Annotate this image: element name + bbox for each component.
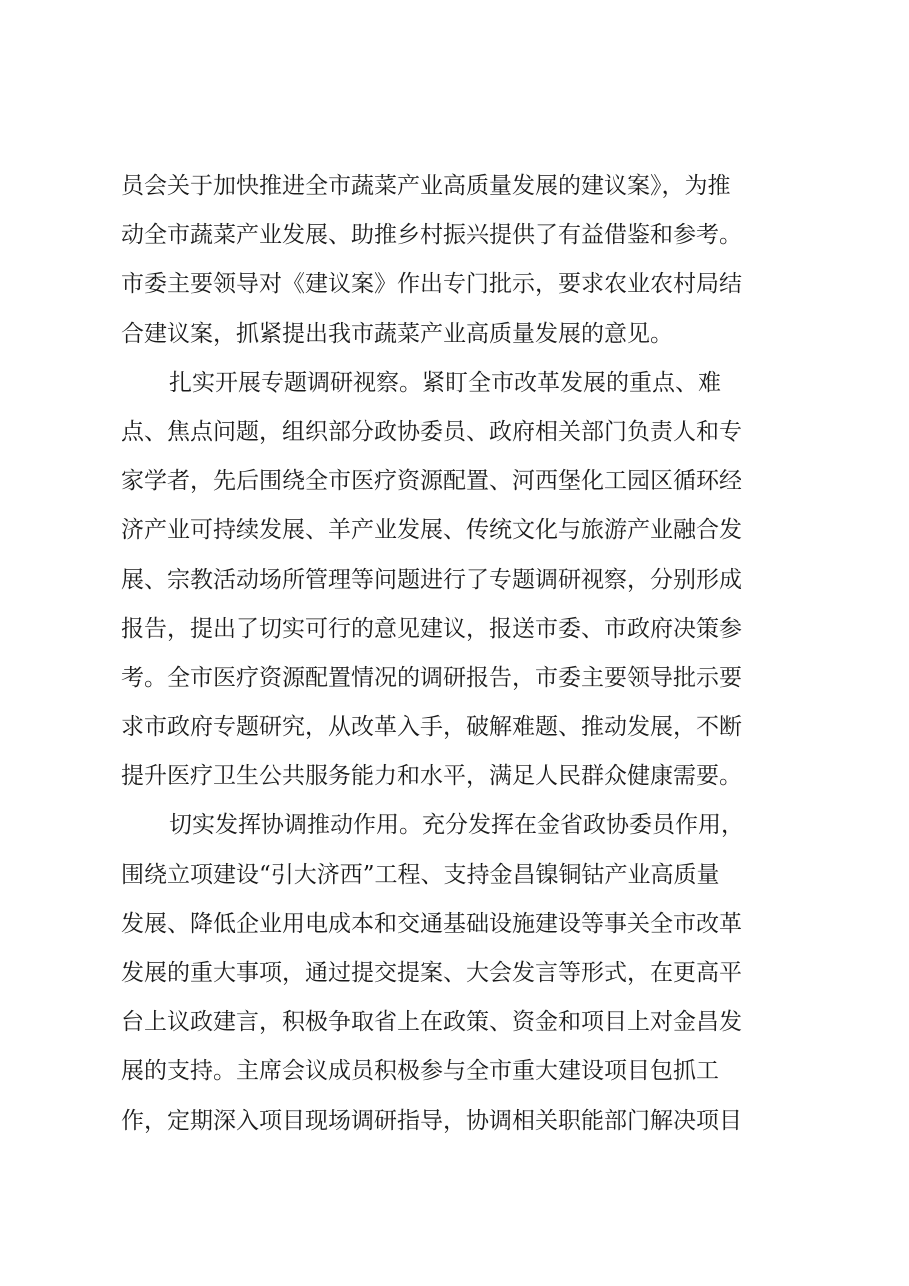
text-line-8: 济产业可持续发展、羊产业发展、传统文化与旅游产业融合发 <box>121 517 742 544</box>
document-body <box>121 162 801 1146</box>
text-line-20: 作，定期深入项目现场调研指导，协调相关职能部门解决项目 <box>121 1107 742 1134</box>
text-line-18: 台上议政建言，积极争取省上在政策、资金和项目上对金昌发 <box>121 1009 742 1036</box>
text-line-11: 考。全市医疗资源配置情况的调研报告，市委主要领导批示要 <box>121 664 742 691</box>
text-line-19: 展的支持。主席会议成员积极参与全市重大建设项目包抓工 <box>121 1058 719 1085</box>
text-line-3: 市委主要领导对《建议案》作出专门批示，要求农业农村局结 <box>121 271 742 298</box>
text-line-10: 报告，提出了切实可行的意见建议，报送市委、市政府决策参 <box>121 615 742 642</box>
text-line-17: 发展的重大事项，通过提交提案、大会发言等形式，在更高平 <box>121 960 742 986</box>
text-line-15: 围绕立项建设“引大济西”工程、支持金昌镍铜钴产业高质量 <box>121 861 720 888</box>
text-line-4: 合建议案，抓紧提出我市蔬菜产业高质量发展的意见。 <box>121 320 673 347</box>
text-line-7: 家学者，先后围绕全市医疗资源配置、河西堡化工园区循环经 <box>121 468 742 495</box>
text-line-12: 求市政府专题研究，从改革入手，破解难题、推动发展，不断 <box>121 714 742 741</box>
text-line-2: 动全市蔬菜产业发展、助推乡村振兴提供了有益借鉴和参考。 <box>121 222 742 249</box>
text-line-1: 员会关于加快推进全市蔬菜产业高质量发展的建议案》，为推 <box>121 173 731 199</box>
text-line-13: 提升医疗卫生公共服务能力和水平，满足人民群众健康需要。 <box>121 763 742 790</box>
paragraph-heading-coordination: 切实发挥协调推动作用。充分发挥在金省政协委员作用， <box>169 812 744 839</box>
text-line-6: 点、焦点问题，组织部分政协委员、政府相关部门负责人和专 <box>121 418 742 445</box>
text-line-9: 展、宗教活动场所管理等问题进行了专题调研视察，分别形成 <box>121 566 742 593</box>
paragraph-heading-research: 扎实开展专题调研视察。紧盯全市改革发展的重点、难 <box>169 369 721 396</box>
text-line-16: 发展、降低企业用电成本和交通基础设施建设等事关全市改革 <box>121 910 742 937</box>
